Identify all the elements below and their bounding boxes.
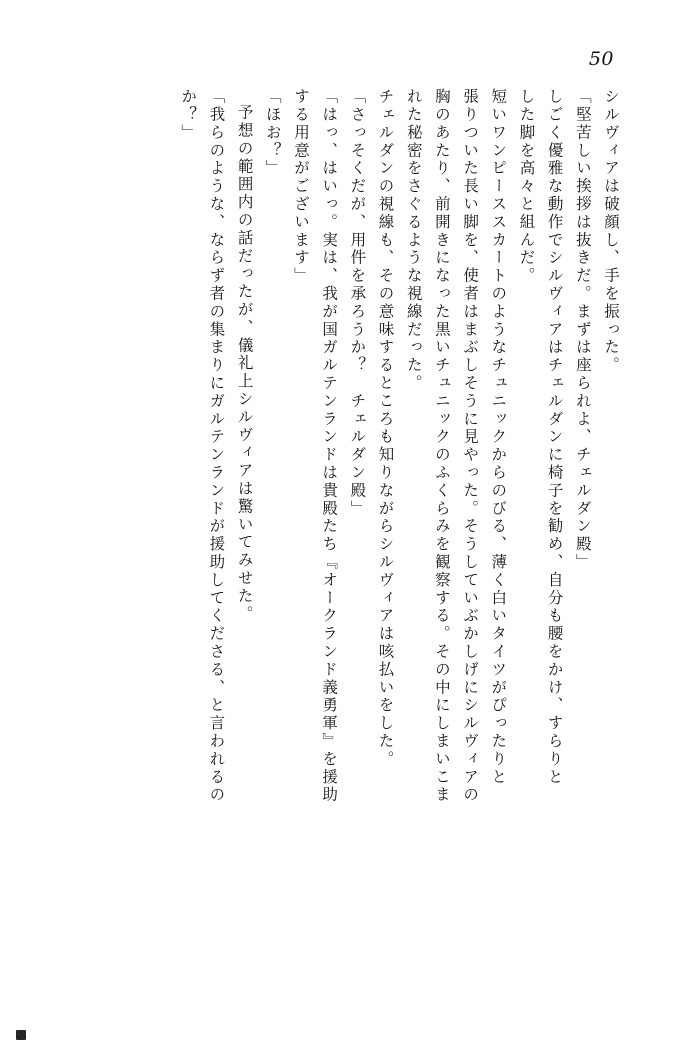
spine-mark [16,1030,26,1040]
text-line: 張りついた長い脚を、使者はまぶしそうに見やった。そうしていぶかしげにシルヴィアの [461,88,480,804]
page-number: 50 [588,48,614,70]
text-line: シルヴィアは破顔し、手を振った。 [602,88,620,375]
text-line: しごく優雅な動作でシルヴィアはチェルダンに椅子を勧め、自分も腰をかけ、すらりと [545,88,564,787]
text-line: する用意がございます」 [291,88,310,285]
text-line: 「堅苦しい挨拶は抜きだ。まずは座られよ、チェルダン殿」 [573,88,592,572]
text-line: れた秘密をさぐるような視線だった。 [404,88,423,393]
text-line: チェルダンの視線も、その意味するところも知りながらシルヴィアは咳払いをした。 [376,88,395,769]
text-line: 短いワンピーススカートのようなチュニックからのびる、薄く白いタイツがぴったりと [489,88,508,787]
text-line: 「我らのような、ならず者の集まりにガルテンランドが援助してくださる、と言われるの [207,88,226,804]
text-line: 「ほお？」 [263,88,282,178]
text-line: か？」 [179,88,198,142]
text-line: した脚を高々と組んだ。 [517,88,536,285]
text-line: 「さっそくだが、用件を承ろうか？ チェルダン殿」 [348,88,367,518]
text-line: 予想の範囲内の話だったが、儀礼上シルヴィアは驚いてみせた。 [235,104,254,624]
text-line: 「はっ、はいっ。実は、我が国ガルテンランドは貴殿たち『オークランド義勇軍』を援助 [320,88,339,804]
text-line: 胸のあたり、前開きになった黒いチュニックのふくらみを観察する。その中にしまいこま [432,88,451,804]
vertical-text-body [84,88,618,986]
